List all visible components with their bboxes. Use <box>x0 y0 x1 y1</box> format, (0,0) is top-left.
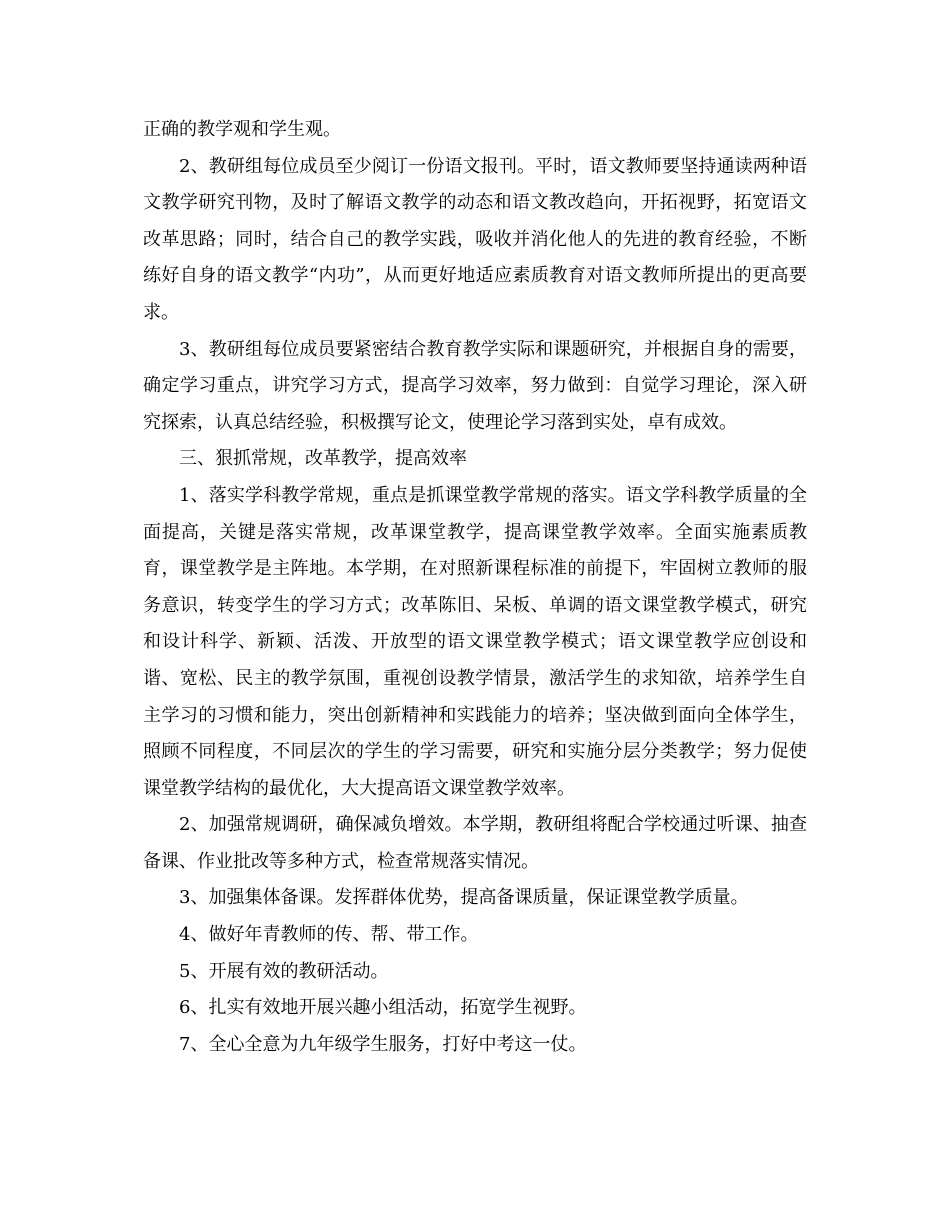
paragraph-continuation: 正确的教学观和学生观。 <box>143 119 341 140</box>
paragraph-item-4-mentoring: 4、做好年青教师的传、帮、带工作。 <box>179 924 479 946</box>
paragraph-item-2-inspection: 2、加强常规调研，确保减负增效。本学期，教研组将配合学校通过听课、抽查备课、作业批改等多种方式，检查常规落实情况。 <box>143 814 807 872</box>
paragraph-item-3-lesson-prep: 3、加强集体备课。发挥群体优势，提高备课质量，保证课堂教学质量。 <box>179 887 749 909</box>
paragraph-item-3-research: 3、教研组每位成员要紧密结合教育教学实际和课题研究，并根据自身的需要，确定学习重点，讲究学习方式，提高学习效率，努力做到：自觉学习理论，深入研究探索，认真总结经验，积极撰写论文，使理论学习落到实处，卓有成效。 <box>143 338 807 433</box>
paragraph-item-5-activities: 5、开展有效的教研活动。 <box>179 960 389 982</box>
paragraph-item-2-journals: 2、教研组每位成员至少阅订一份语文报刊。平时，语文教师要坚持通读两种语文教学研究刊物，及时了解语文教学的动态和语文教改趋向，开拓视野，拓宽语文改革思路；同时，结合自己的教学实践，吸收并消化他人的先进的教育经验，不断练好自身的语文教学“内功”，从而更好地适应素质教育对语文教师所提出的更高要求。 <box>143 155 807 323</box>
paragraph-item-6-interest-groups: 6、扎实有效地开展兴趣小组活动，拓宽学生视野。 <box>179 997 587 1019</box>
paragraph-item-7-grade-nine: 7、全心全意为九年级学生服务，打好中考这一仗。 <box>179 1033 587 1055</box>
section-heading-3: 三、狠抓常规，改革教学，提高效率 <box>179 448 467 470</box>
document-body <box>143 112 807 1063</box>
paragraph-item-1-routine: 1、落实学科教学常规，重点是抓课堂教学常规的落实。语文学科教学质量的全面提高，关键是落实常规，改革课堂教学，提高课堂教学效率。全面实施素质教育，课堂教学是主阵地。本学期，在对照新课程标准的前提下，牢固树立教师的服务意识，转变学生的学习方式；改革陈旧、呆板、单调的语文课堂教学模式，研究和设计科学、新颖、活泼、开放型的语文课堂教学模式；语文课堂教学应创设和谐、宽松、民主的教学氛围，重视创设教学情景，激活学生的求知欲，培养学生自主学习的习惯和能力，突出创新精神和实践能力的培养；坚决做到面向全体学生，照顾不同程度，不同层次的学生的学习需要，研究和实施分层分类教学；努力促使课堂教学结构的最优化，大大提高语文课堂教学效率。 <box>143 484 807 799</box>
